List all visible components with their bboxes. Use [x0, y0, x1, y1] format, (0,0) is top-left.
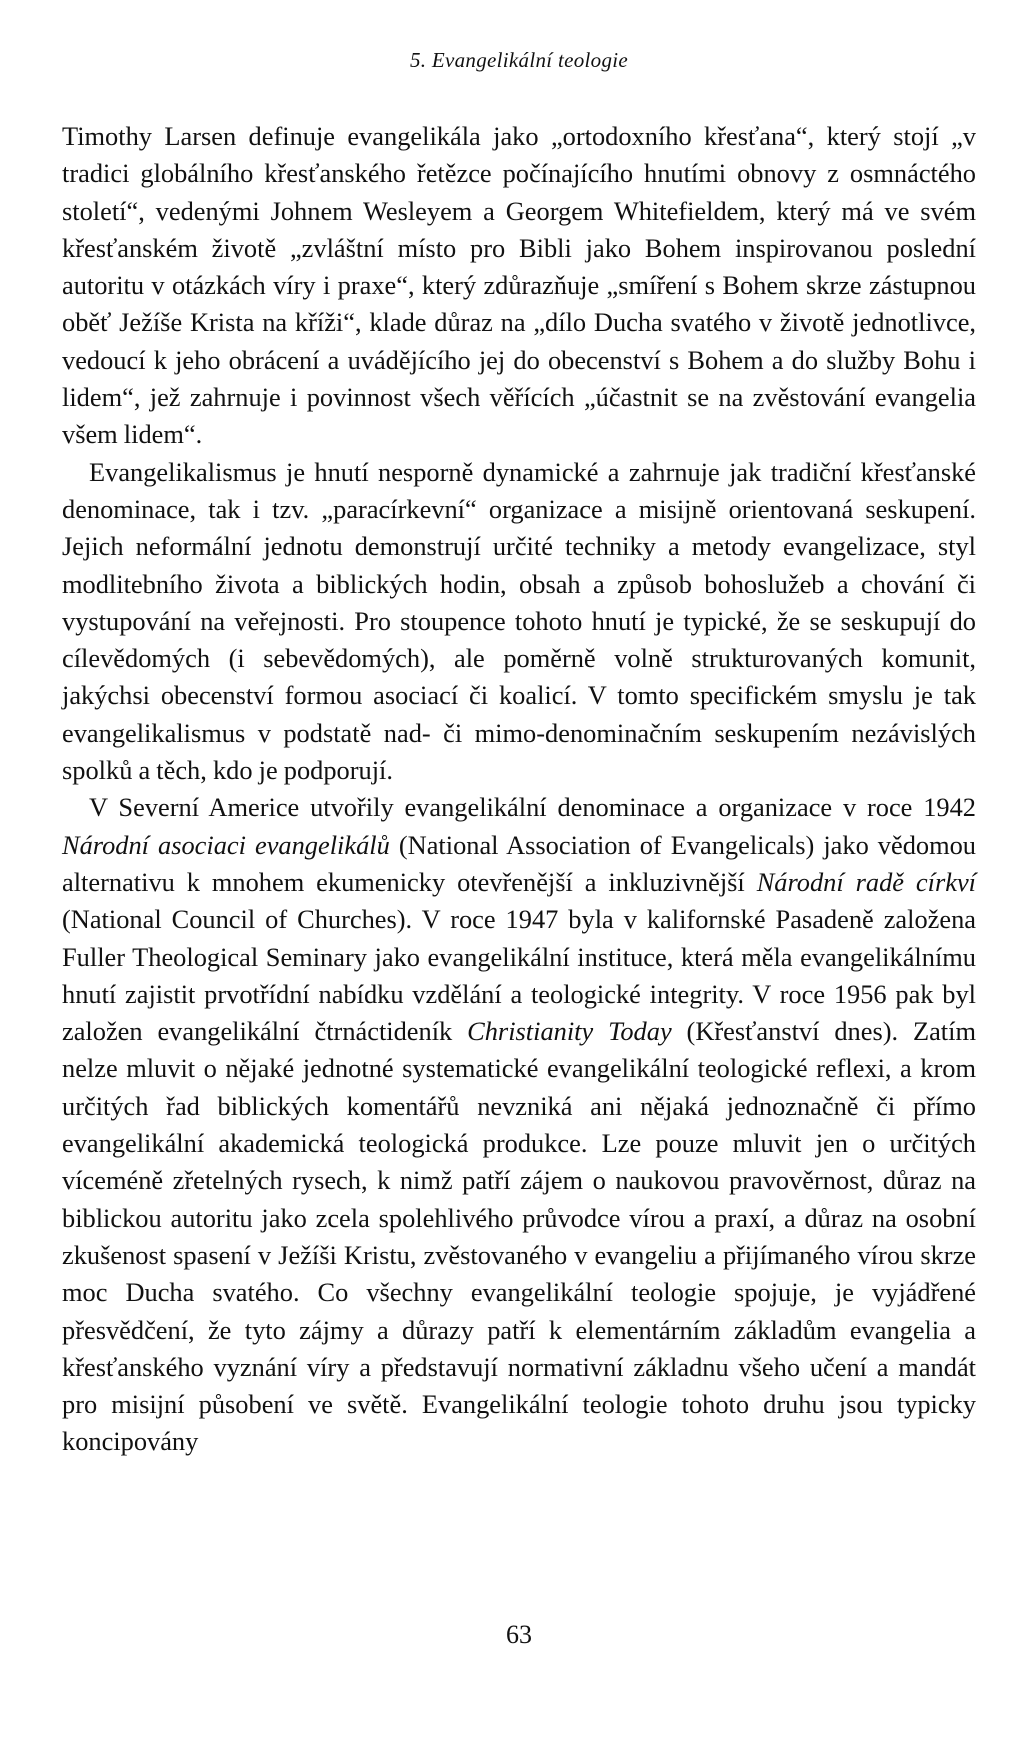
- paragraph-1: [62, 118, 976, 454]
- italic-title-ncc: Národní radě církví: [756, 866, 976, 897]
- paragraph-3: [62, 789, 976, 1460]
- paragraph-3-text: (Křesťanství dnes). Zatím nelze mluvit o nějaké jednotné systematické evangelikální teologické reflexi, a krom určitých řad biblických komentářů nevzniká ani nějaká jednoznačně či přímo evangelikální akademická teologická produkce. Lze pouze mluvit jen o určitých víceméně zřetelných rysech, k nimž patří zájem o naukovou pravověrnost, důraz na biblickou autoritu jako zcela spolehlivého průvodce vírou a praxí, a důraz na osobní zkušenost spasení v Ježíši Kristu, zvěstovaného v evangeliu a přijímaného vírou skrze moc Ducha svatého. Co všechny evangelikální teologie spojuje, je vyjádřené přesvědčení, že tyto zájmy a důrazy patří k elementárním základům evangelia a křesťanského vyznání víry a představují normativní základnu všeho učení a mandát pro misijní působení ve světě. Evangelikální teologie tohoto druhu jsou typicky koncipovány: [62, 1016, 976, 1457]
- paragraph-3-text: V Severní Americe utvořily evangelikální denominace a organizace v roce 1942: [89, 792, 976, 823]
- paragraph-3-text: (National Council of Churches). V roce 1947 byla v kalifornské Pasadeně založena Fuller Theological Seminary jako evangelikální instituce, která měla evangelikálnímu hnutí zajistit prvotřídní nabídku vzdělání a teologické integrity. V roce 1956 pak byl založen evangelikální čtrnáctideník: [62, 904, 976, 1047]
- book-page: [62, 0, 976, 1753]
- body-text: [62, 118, 976, 1461]
- italic-title-christianity-today: Christianity Today: [467, 1016, 672, 1047]
- page-number: 63: [506, 1620, 532, 1649]
- paragraph-2: [62, 454, 976, 790]
- paragraph-2-text: Evangelikalismus je hnutí nesporně dynamické a zahrnuje jak tradiční křesťanské denominace, tak i tzv. „paracírkevní“ organizace a misijně orientovaná seskupení. Jejich neformální jednotu demonstrují určité techniky a metody evangelizace, styl modlitebního života a biblických hodin, obsah a způsob bohoslužeb a chování či vystupování na veřejnosti. Pro stoupence tohoto hnutí je typické, že se seskupují do cílevědomých (i sebevědomých), ale poměrně volně strukturovaných komunit, jakýchsi obecenství formou asociací či koalicí. V tomto specifickém smyslu je tak evangelikalismus v podstatě nad- či mimo-denominačním seskupením nezávislých spolků a těch, kdo je podporují.: [62, 456, 976, 786]
- paragraph-1-text: Timothy Larsen definuje evangelikála jako „ortodoxního křesťana“, který stojí „v tradici globálního křesťanského řetězce počínajícího hnutími obnovy z osmnáctého století“, vedenými Johnem Wesleyem a Georgem Whitefieldem, který má ve svém křesťanském životě „zvláštní místo pro Bibli jako Bohem inspirovanou poslední autoritu v otázkách víry i praxe“, který zdůrazňuje „smíření s Bohem skrze zástupnou oběť Ježíše Krista na kříži“, klade důraz na „dílo Ducha svatého v životě jednotlivce, vedoucí k jeho obrácení a uvádějícího jej do obecenství s Bohem a do služby Bohu i lidem“, jež zahrnuje i povinnost všech věřících „účastnit se na zvěstování evangelia všem lidem“.: [62, 121, 976, 450]
- paragraph-3-text: (National Association of Evangelicals) jako vědomou alternativu k mnohem ekumenicky otevřenější a inkluzivnější: [62, 829, 976, 897]
- italic-title-nae: Národní asociaci evangelikálů: [62, 829, 390, 860]
- running-head: 5. Evangelikální teologie: [409, 48, 629, 72]
